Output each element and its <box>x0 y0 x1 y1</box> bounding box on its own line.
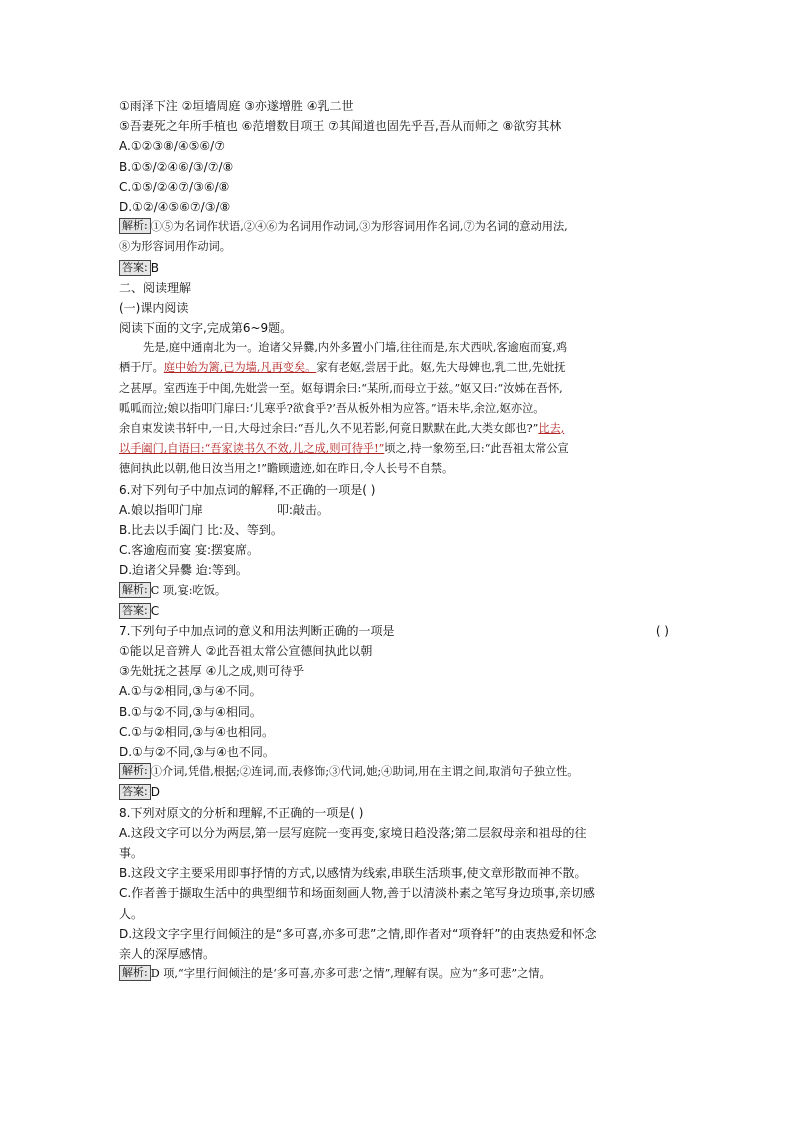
q6-option-d: D.迨诸父异爨 迨:等到。 <box>119 563 248 578</box>
passage-highlight: 以手阖门,自语曰:“吾家读书久不效,儿之成,则可待乎!” <box>119 442 385 456</box>
q5-items-line2: ⑤吾妻死之年所手植也 ⑥范增数目项王 ⑦其闻道也固先乎吾,吾从而师之 ⑧欲穷其林 <box>119 119 562 134</box>
q5-option-a: A.①②③⑧/④⑤⑥/⑦ <box>119 139 225 154</box>
q7-option-b: B.①与②不同,③与④相同。 <box>119 704 262 719</box>
q5-analysis-text: ①⑤为名词作状语,②④⑥为名词用作动词,③为形容词用作名词,⑦为名词的意动用法, <box>150 220 568 234</box>
q6-answer-value: C <box>150 603 160 618</box>
answer-tag: 答案: <box>119 784 151 800</box>
passage-line-1: 先是,庭中通南北为一。迨诸父异爨,内外多置小门墙,往往而是,东犬西吠,客逾庖而宴,鸡 <box>143 341 568 355</box>
analysis-tag: 解析: <box>119 218 151 234</box>
q6-option-b: B.比去以手阖门 比:及、等到。 <box>119 522 283 537</box>
passage-text: 余自束发读书轩中,一日,大母过余曰:“吾儿,久不见若影,何竟日默默在此,大类女郎也?” <box>119 422 539 435</box>
passage-highlight: 比去, <box>538 422 565 435</box>
q7-stem-text: 7.下列句子中加点词的意义和用法判断正确的一项是 <box>119 623 395 638</box>
answer-tag: 答案: <box>119 603 151 619</box>
q7-option-a: A.①与②相同,③与④不同。 <box>119 684 262 699</box>
q7-option-c: C.①与②相同,③与④也相同。 <box>119 724 275 739</box>
answer-tag: 答案: <box>119 260 151 276</box>
q5-analysis-cont: ⑧为形容词用作动词。 <box>119 240 231 254</box>
q6-option-a-text: A.娘以指叩门扉 <box>119 502 203 517</box>
q6-answer <box>119 601 679 621</box>
q5-option-c: C.①⑤/②④⑦/③⑥/⑧ <box>119 179 230 194</box>
document-page <box>119 96 679 984</box>
reading-instruction: 阅读下面的文字,完成第6~9题。 <box>119 321 293 336</box>
q5-items-line1: ①雨泽下注 ②垣墙周庭 ③亦遂增胜 ④乳二世 <box>119 99 354 113</box>
q7-stem <box>119 621 679 641</box>
q7-answer-value: D <box>150 785 160 800</box>
q7-sentences-1: ①能以足音辨人 ②此吾祖太常公宣德间执此以朝 <box>119 644 373 659</box>
q5-option-b: B.①⑤/②④⑥/③/⑦/⑧ <box>119 159 234 174</box>
section-heading: 二、阅读理解 <box>119 280 192 295</box>
q5-option-d: D.①②/④⑤⑥⑦/③/⑧ <box>119 199 231 214</box>
q6-stem: 6.对下列句子中加点词的解释,不正确的一项是( ) <box>119 482 376 497</box>
q6-option-a-gloss: 叩:敲击。 <box>276 502 329 517</box>
q8-option-b: B.这段文字主要采用即事抒情的方式,以感情为线索,串联生活琐事,使文章形散而神不散。 <box>119 866 587 881</box>
passage-highlight: 庭中始为篱,已为墙,凡再变矣。 <box>163 361 317 375</box>
q7-answer <box>119 782 679 802</box>
q7-blank: ( ) <box>655 623 669 638</box>
q8-option-a-cont: 事。 <box>119 845 144 860</box>
q8-option-d-cont: 亲人的深厚感情。 <box>119 946 216 961</box>
passage-line-7: 德间执此以朝,他日汝当用之!”瞻顾遗迹,如在昨日,令人长号不自禁。 <box>119 462 454 476</box>
q5-answer-value: B <box>150 260 159 275</box>
q7-analysis <box>119 762 679 782</box>
analysis-tag: 解析: <box>119 965 151 981</box>
q6-analysis <box>119 581 679 601</box>
passage-text: 家有老妪,尝居于此。妪,先大母婢也,乳二世,先妣抚 <box>316 361 566 375</box>
section-subheading: (一)课内阅读 <box>119 300 189 315</box>
analysis-tag: 解析: <box>119 763 151 779</box>
q7-option-d: D.①与②不同,③与④也不同。 <box>119 745 275 759</box>
passage-line-4: 呱呱而泣;娘以指叩门扉曰:‘儿寒乎?欲食乎?’吾从板外相为应答。”语未毕,余泣,妪亦泣。 <box>119 401 545 415</box>
q8-option-a: A.这段文字可以分为两层,第一层写庭院一变再变,家境日趋没落;第二层叙母亲和祖母的往 <box>119 825 587 840</box>
passage-text: 顷之,持一象笏至,曰:“此吾祖太常公宣 <box>384 442 569 456</box>
q6-option-a <box>119 500 679 520</box>
q5-answer <box>119 258 679 278</box>
q8-option-d: D.这段文字字里行间倾注的是“多可喜,亦多可悲”之情,即作者对“项脊轩”的由衷热爱和怀念 <box>119 926 597 941</box>
q6-analysis-text: C 项,宴:吃饭。 <box>150 583 227 597</box>
passage-line-5 <box>119 419 679 439</box>
passage-line-2 <box>119 358 679 378</box>
analysis-tag: 解析: <box>119 582 151 598</box>
q8-option-c-cont: 人。 <box>119 906 144 921</box>
passage-line-3: 之甚厚。室西连于中闺,先妣尝一至。妪每谓余曰:“某所,而母立于兹。”妪又曰:“汝姊在吾怀, <box>119 381 563 395</box>
q8-analysis-text: D 项,“字里行间倾注的是‘多可喜,亦多可悲’之情”,理解有误。应为“多可悲”之情。 <box>150 967 551 981</box>
passage-line-6 <box>119 439 679 459</box>
q8-analysis <box>119 964 679 984</box>
q7-sentences-2: ③先妣抚之甚厚 ④儿之成,则可待乎 <box>119 664 305 679</box>
passage-text: 栖于厅。 <box>119 361 164 375</box>
q7-analysis-text: ①介词,凭借,根据;②连词,而,表修饰;③代词,她;④助词,用在主谓之间,取消句子独立性。 <box>150 765 579 779</box>
q5-analysis <box>119 217 679 237</box>
q8-stem: 8.下列对原文的分析和理解,不正确的一项是( ) <box>119 805 364 820</box>
q8-option-c: C.作者善于撷取生活中的典型细节和场面刻画人物,善于以清淡朴素之笔写身边琐事,亲切感 <box>119 886 595 901</box>
q6-option-c: C.客逾庖而宴 宴:摆宴席。 <box>119 543 260 558</box>
